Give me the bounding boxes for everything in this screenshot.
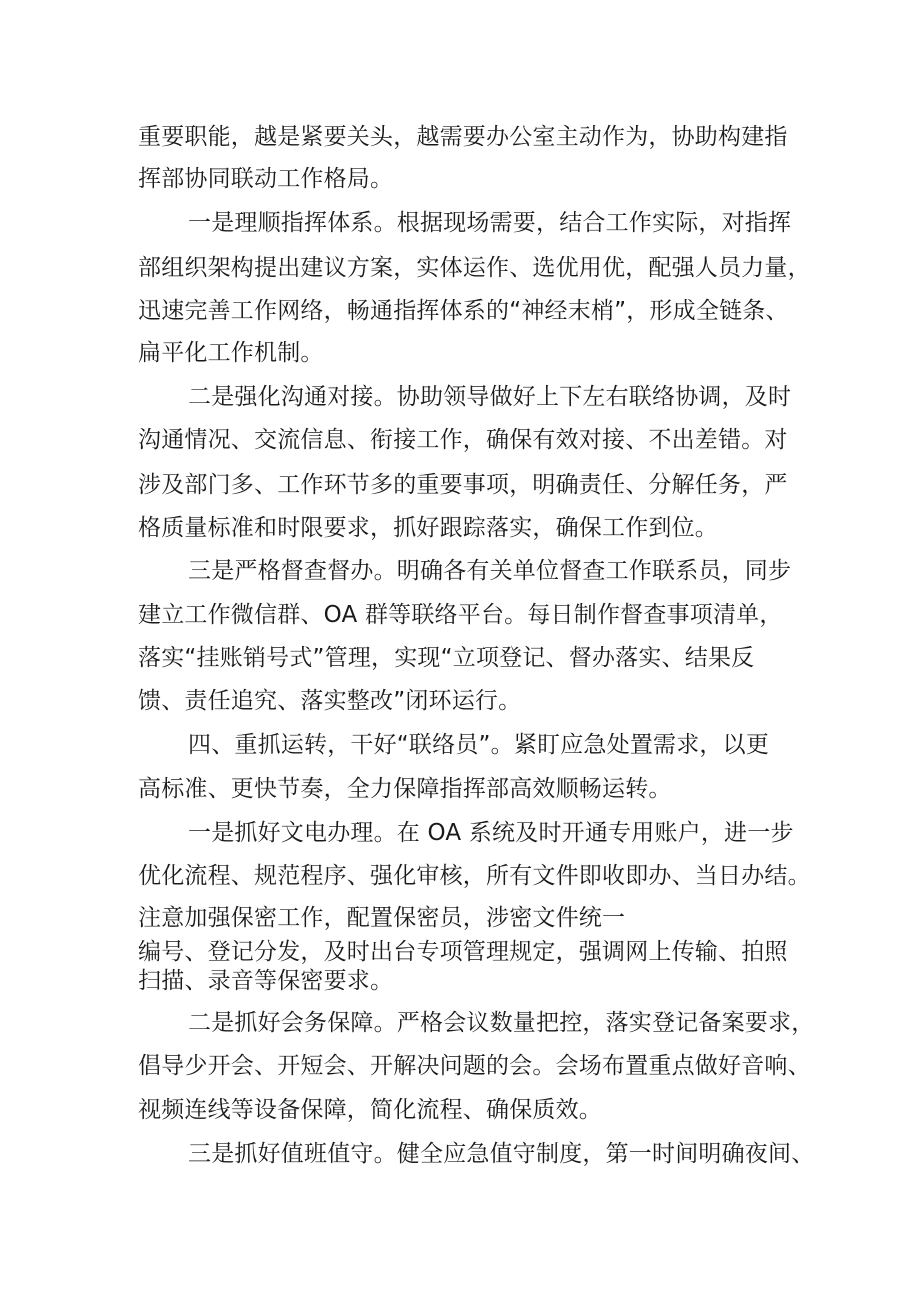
body-text-line: 迅速完善工作网络，畅通指挥体系的“神经末梢”，形成全链条、: [138, 298, 789, 324]
body-text-line: 建立工作微信群、OA 群等联络平台。每日制作督查事项清单，: [138, 602, 783, 628]
body-text-line: 编号、登记分发，及时出台专项管理规定，强调网上传输、拍照: [138, 939, 788, 965]
body-text-line: 一是抓好文电办理。在 OA 系统及时开通专用账户，进一步: [188, 820, 794, 846]
body-text-line: 倡导少开会、开短会、开解决问题的会。会场布置重点做好音响、: [138, 1053, 811, 1079]
body-text-line: 扫描、录音等保密要求。: [138, 968, 394, 994]
body-text-line: 三是抓好值班值守。健全应急值守制度，第一时间明确夜间、: [188, 1141, 815, 1167]
body-text-line: 三是严格督查督办。明确各有关单位督查工作联系员，同步: [188, 558, 792, 584]
body-text-line: 优化流程、规范程序、强化审核，所有文件即收即办、当日办结。: [138, 863, 811, 889]
body-text-line: 视频连线等设备保障，简化流程、确保质效。: [138, 1097, 602, 1123]
body-text-line: 二是抓好会务保障。严格会议数量把控，落实登记备案要求，: [188, 1010, 815, 1036]
body-text-line: 格质量标准和时限要求，抓好跟踪落实，确保工作到位。: [138, 515, 718, 541]
body-text-line: 注意加强保密工作，配置保密员，涉密文件统一: [138, 905, 626, 931]
body-text-line: 涉及部门多、工作环节多的重要事项，明确责任、分解任务，严: [138, 472, 788, 498]
body-text-line: 馈、责任追究、落实整改”闭环运行。: [138, 688, 522, 714]
body-text-line: 挥部协同联动工作格局。: [138, 166, 394, 192]
section-heading-line: 四、重抓运转，干好“联络员”。紧盯应急处置需求，以更: [188, 732, 770, 758]
body-text-line: 落实“挂账销号式”管理，实现“立项登记、督办落实、结果反: [138, 645, 755, 671]
body-text-line: 一是理顺指挥体系。根据现场需要，结合工作实际，对指挥: [188, 210, 792, 236]
body-text-line: 沟通情况、交流信息、衔接工作，确保有效对接、不出差错。对: [138, 427, 788, 453]
body-text-line: 二是强化沟通对接。协助领导做好上下左右联络协调，及时: [188, 384, 792, 410]
body-text-line: 部组织架构提出建议方案，实体运作、选优用优，配强人员力量，: [138, 255, 811, 281]
body-text-line: 高标准、更快节奏，全力保障指挥部高效顺畅运转。: [138, 776, 672, 802]
body-text-line: 重要职能，越是紧要关头，越需要办公室主动作为，协助构建指: [138, 124, 788, 150]
body-text-line: 扁平化工作机制。: [138, 340, 324, 366]
